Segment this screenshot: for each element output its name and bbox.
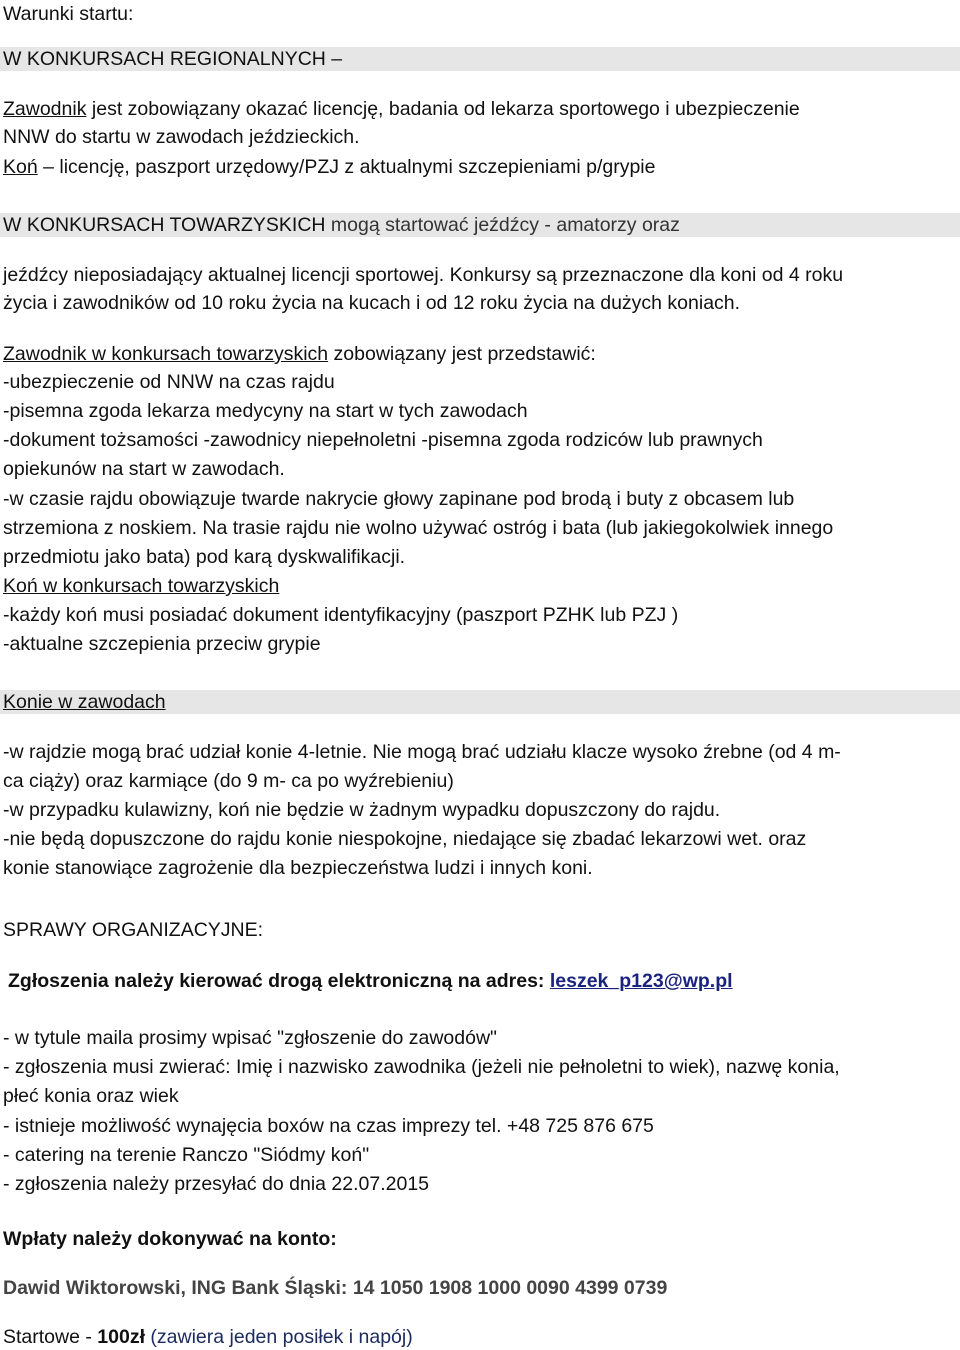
- list-item: przedmiotu jako bata) pod karą dyskwalifikacji.: [3, 546, 406, 568]
- social-title: [3, 213, 680, 237]
- list-item: -każdy koń musi posiadać dokument identyfikacyjny (paszport PZHK lub PZJ ): [3, 604, 679, 626]
- regional-horse-line: [3, 155, 655, 179]
- list-item: opiekunów na start w zawodach.: [3, 458, 285, 480]
- social-line-2: życia i zawodników od 10 roku życia na kucach i od 12 roku życia na dużych koniach.: [3, 292, 741, 314]
- rider-label: Zawodnik: [3, 98, 87, 120]
- fee-label: Startowe -: [3, 1326, 98, 1348]
- social-line-1: jeźdźcy nieposiadający aktualnej licencji sportowej. Konkursy są przeznaczone dla koni od 4 roku: [3, 264, 844, 286]
- list-item: - zgłoszenia należy przesyłać do dnia 22.07.2015: [3, 1173, 430, 1195]
- entry-fee: [3, 1325, 413, 1349]
- social-title-rest: mogą startować jeźdźcy - amatorzy oraz: [325, 214, 680, 236]
- list-item: -nie będą dopuszczone do rajdu konie niespokojne, niedające się zbadać lekarzowi wet. oraz: [3, 828, 807, 850]
- regional-rider-line-2: NNW do startu w zawodach jeździeckich.: [3, 126, 360, 148]
- social-title-bold: W KONKURSACH TOWARZYSKICH: [3, 214, 326, 236]
- rider-text: jest zobowiązany okazać licencję, badania od lekarza sportowego i ubezpieczenie: [86, 98, 800, 120]
- list-item: -aktualne szczepienia przeciw grypie: [3, 633, 321, 655]
- email-text: Zgłoszenia należy kierować drogą elektroniczną na adres:: [8, 970, 550, 992]
- list-item: strzemiona z noskiem. Na trasie rajdu nie wolno używać ostróg i bata (lub jakiegokolwiek innego: [3, 517, 834, 539]
- regional-title: W KONKURSACH REGIONALNYCH –: [3, 48, 343, 70]
- list-item: płeć konia oraz wiek: [3, 1085, 179, 1107]
- rider-social-label: Zawodnik w konkursach towarzyskich: [3, 343, 329, 365]
- fee-amount: 100zł: [97, 1326, 145, 1348]
- rider-social-heading: [3, 342, 596, 366]
- list-item: -w przypadku kulawizny, koń nie będzie w żadnym wypadku dopuszczony do rajdu.: [3, 799, 721, 821]
- list-item: -ubezpieczenie od NNW na czas rajdu: [3, 371, 335, 393]
- regional-rider-line: [3, 97, 800, 121]
- list-item: -w rajdzie mogą brać udział konie 4-letnie. Nie mogą brać udziału klacze wysoko źrebne (od 4 m-: [3, 741, 841, 763]
- list-item: ca ciąży) oraz karmiące (do 9 m- ca po wyźrebieniu): [3, 770, 454, 792]
- payment-title: Wpłaty należy dokonywać na konto:: [3, 1228, 337, 1250]
- horse-label: Koń: [3, 156, 38, 178]
- list-item: - zgłoszenia musi zwierać: Imię i nazwisko zawodnika (jeżeli nie pełnoletni to wiek), nazwę konia,: [3, 1056, 840, 1078]
- horses-heading: Konie w zawodach: [3, 691, 166, 713]
- bank-account: Dawid Wiktorowski, ING Bank Śląski: 14 1050 1908 1000 0090 4399 0739: [3, 1277, 668, 1299]
- page-heading: Warunki startu:: [3, 3, 134, 25]
- list-item: - catering na terenie Ranczo "Siódmy koń": [3, 1144, 370, 1166]
- org-title: SPRAWY ORGANIZACYJNE:: [3, 919, 264, 941]
- horse-social-heading: Koń w konkursach towarzyskich: [3, 575, 280, 597]
- list-item: - w tytule maila prosimy wpisać "zgłoszenie do zawodów": [3, 1027, 497, 1049]
- fee-note: (zawiera jeden posiłek i napój): [145, 1326, 413, 1348]
- list-item: -dokument tożsamości -zawodnicy niepełnoletni -pisemna zgoda rodziców lub prawnych: [3, 429, 763, 451]
- email-line: [8, 969, 733, 993]
- list-item: -pisemna zgoda lekarza medycyny na start w tych zawodach: [3, 400, 528, 422]
- list-item: konie stanowiące zagrożenie dla bezpieczeństwa ludzi i innych koni.: [3, 857, 593, 879]
- list-item: - istnieje możliwość wynajęcia boxów na czas imprezy tel. +48 725 876 675: [3, 1115, 654, 1137]
- rider-social-label-rest: zobowiązany jest przedstawić:: [328, 343, 596, 365]
- email-link[interactable]: leszek_p123@wp.pl: [549, 970, 733, 992]
- list-item: -w czasie rajdu obowiązuje twarde nakrycie głowy zapinane pod brodą i buty z obcasem lub: [3, 488, 795, 510]
- horse-text: – licencję, paszport urzędowy/PZJ z aktualnymi szczepieniami p/grypie: [37, 156, 656, 178]
